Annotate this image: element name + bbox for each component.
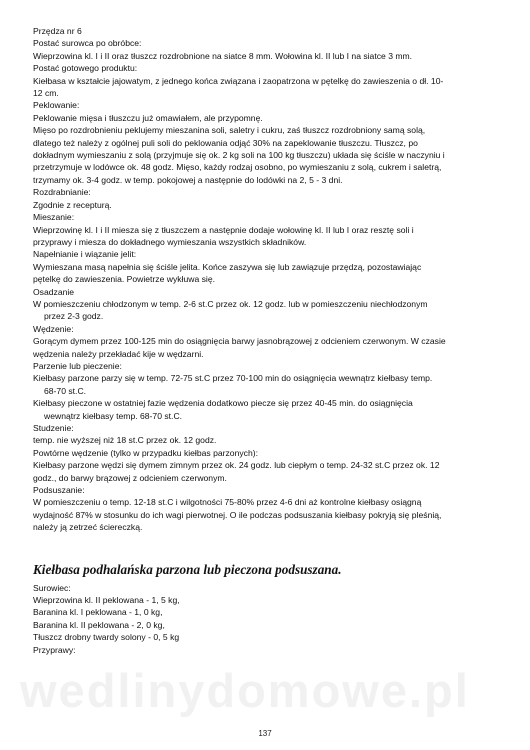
text-line: Rozdrabnianie: xyxy=(33,187,91,198)
text-line: Mięso po rozdrobnieniu peklujemy mieszanina soli, saletry i cukru, zaś tłuszcz rozdrobniony samą solą, xyxy=(33,125,426,136)
text-line: należy ją zetrzeć ściereczką. xyxy=(33,522,143,533)
text-line: Wędzenie: xyxy=(33,323,74,334)
text-line: Baranina kl. I peklowana - 1, 0 kg, xyxy=(33,607,163,618)
text-line: 12 cm. xyxy=(33,88,59,99)
text-line: Peklowanie: xyxy=(33,100,80,111)
text-line: Wieprzowinę kl. I i II miesza się z tłuszczem a następnie dodaje wołowinę kl. II lub I oraz resztę soli i xyxy=(33,224,414,235)
text-line: Mieszanie: xyxy=(33,212,75,223)
text-line: Wieprzowina kl. I i II oraz tłuszcz rozdrobnione na siatce 8 mm. Wołowina kl. II lub I na siatce 3 mm. xyxy=(33,50,413,61)
text-line: W pomieszczeniu chłodzonym w temp. 2-6 st.C przez ok. 12 godz. lub w pomieszczeniu niechłodzonym xyxy=(33,298,428,309)
text-line: dlatego też należy z ogólnej puli soli do peklowania odjąć 30% na zapeklowanie tłuszczu. Tłuszcz, po xyxy=(33,137,418,148)
text-line: Wieprzowina kl. II peklowana - 1, 5 kg, xyxy=(33,595,180,606)
text-line: Kiełbasa w kształcie jajowatym, z jednego końca związana i zaopatrzona w pętelkę do zawieszenia o dł. 10- xyxy=(33,75,444,86)
watermark: wedlinydomowe.pl xyxy=(20,664,470,717)
text-line: Postać gotowego produktu: xyxy=(33,63,138,74)
text-line: Gorącym dymem przez 100-125 min do osiągnięcia barwy jasnobrązowej z odcieniem czerwonym. W czasie xyxy=(33,336,446,347)
text-line: Podsuszanie: xyxy=(33,485,85,496)
text-line: Kiełbasy parzone wędzi się dymem zimnym przez ok. 24 godz. lub ciepłym o temp. 24-32 st.C przez ok. 12 xyxy=(33,460,440,471)
page-number: 137 xyxy=(258,729,272,738)
text-line: Przyprawy: xyxy=(33,644,76,655)
text-line: przez 2-3 godz. xyxy=(44,311,104,322)
text-line: Parzenie lub pieczenie: xyxy=(33,360,122,371)
text-line: Kiełbasy pieczone w ostatniej fazie wędzenia dodatkowo piecze się przez 40-45 min. do osiągnięcia xyxy=(33,398,413,409)
text-line: wydajność 87% w stosunku do ich wagi pierwotnej. O ile podczas podsuszania kiełbasy pokryją się pleśnią, xyxy=(33,509,442,520)
text-line: pętelkę do zawieszenia. Powietrze wykłuwa się. xyxy=(33,274,215,285)
text-line: Peklowanie mięsa i tłuszczu już omawiałem, ale przypomnę. xyxy=(33,112,263,123)
recipe-section-2 xyxy=(33,582,508,656)
text-line: Powtórne wędzenie (tylko w przypadku kiełbas parzonych): xyxy=(33,447,258,458)
text-line: Zgodnie z recepturą. xyxy=(33,199,112,210)
recipe-section-1 xyxy=(33,25,508,534)
text-line: Wymieszana masą napełnia się ściśle jelita. Końce zaszywa się lub zawiązuje przędzą, pozostawiając xyxy=(33,261,422,272)
text-line: Postać surowca po obróbce: xyxy=(33,38,142,49)
text-line: temp. nie wyższej niż 18 st.C przez ok. 12 godz. xyxy=(33,435,217,446)
text-line: 68-70 st.C. xyxy=(44,385,87,396)
text-line: trzymamy ok. 3-4 godz. w temp. pokojowej a następnie do lodówki na 2, 5 - 3 dni. xyxy=(33,174,343,185)
text-line: Przędza nr 6 xyxy=(33,26,82,36)
text-line: Surowiec: xyxy=(33,582,71,593)
text-line: wewnątrz kiełbasy temp. 68-70 st.C. xyxy=(44,410,183,421)
text-line: wędzenia należy przekładać kije w wędzarni. xyxy=(33,348,204,359)
text-line: przetrzymuje w lodówce ok. 48 godz. Mięso, każdy rodzaj osobno, po wymieszaniu z solą, cukrem i saletrą, xyxy=(33,162,442,173)
text-line: Baranina kl. II peklowana - 2, 0 kg, xyxy=(33,619,165,630)
text-line: dokładnym wymieszaniu z solą (przyjmuje się ok. 2 kg soli na 100 kg tłuszczu) układa się ściśle w naczyniu i xyxy=(33,150,445,161)
text-line: Kiełbasy parzone parzy się w temp. 72-75 st.C przez 70-100 min do osiągnięcia wewnątrz kiełbasy temp. xyxy=(33,373,433,384)
section-gap xyxy=(33,534,508,562)
text-line: godz., do barwy brązowej z odcieniem czerwonym. xyxy=(33,472,227,483)
text-line: Osadzanie xyxy=(33,286,75,297)
text-line: Studzenie: xyxy=(33,423,74,433)
text-line: Napełnianie i wiązanie jelit: xyxy=(33,249,137,260)
text-line: przyprawy i miesza do dokładnego wymieszania wszystkich składników. xyxy=(33,236,307,247)
text-line: Tłuszcz drobny twardy solony - 0, 5 kg xyxy=(33,632,180,643)
recipe-title: Kiełbasa podhalańska parzona lub pieczona podsuszana. xyxy=(33,561,342,577)
document-page xyxy=(33,25,508,656)
text-line: W pomieszczeniu o temp. 12-18 st.C i wilgotności 75-80% przez 4-6 dni aż kontrolne kiełbasy osiągną xyxy=(33,497,422,508)
